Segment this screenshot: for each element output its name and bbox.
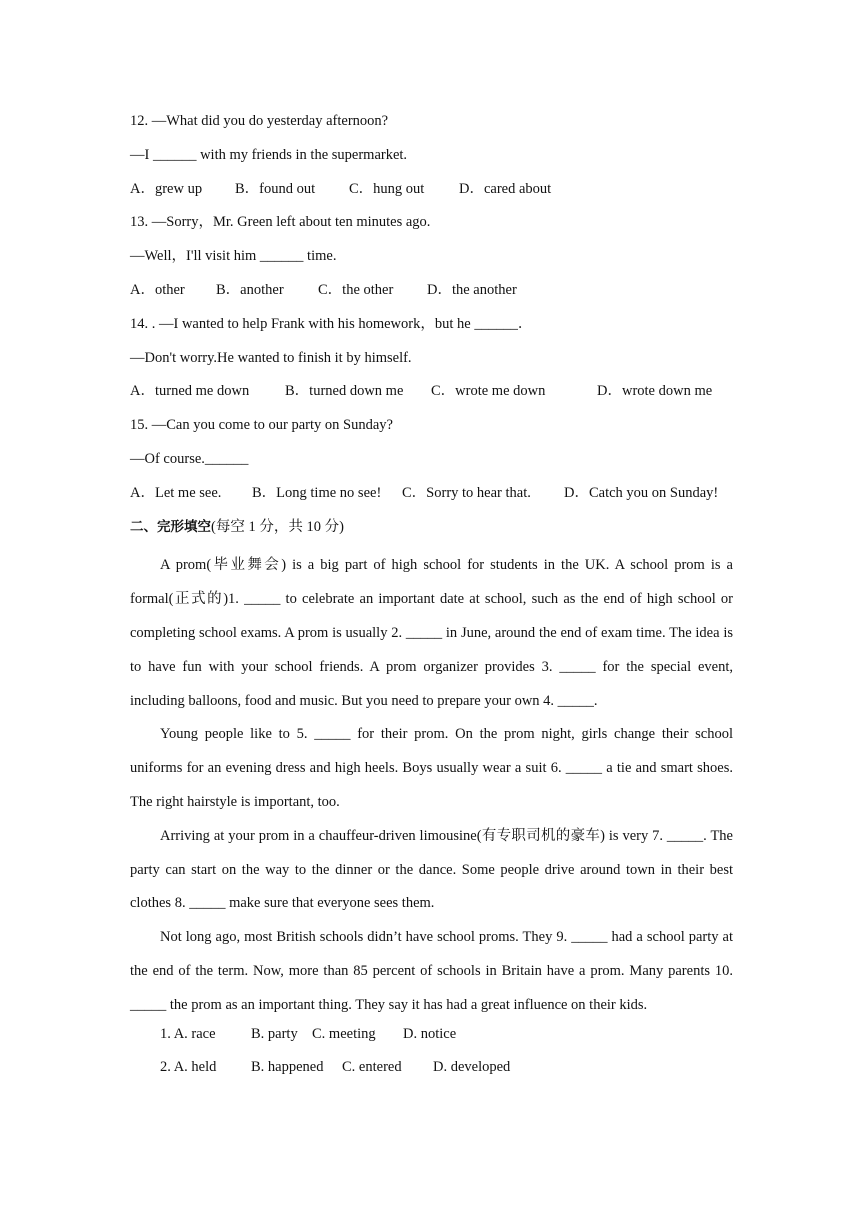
passage-paragraph-3: Arriving at your prom in a chauffeur-driven limousine(有专职司机的豪车) is very 7. _____. The party can start on the way to the dinner or the dance. Some people drive around town in their best clothes 8. _____ make sure that everyone sees them.	[130, 827, 733, 912]
choice-a: 1. A. race	[160, 1025, 216, 1042]
option-a: A．Let me see.	[130, 484, 222, 501]
choice-c: C. entered	[342, 1059, 402, 1076]
options-12	[130, 178, 733, 212]
passage-paragraph-1: A prom(毕业舞会) is a big part of high school for students in the UK. A school prom is a formal(正式的)1. _____ to celebrate an important date at school, such as the end of high school or completing school exams. A prom is usually 2. _____ in June, around the end of exam time. The idea is to have fun with your school friends. A prom organizer provides 3. _____ for the special event, including balloons, food and music. But you need to prepare your own 4. _____.	[130, 557, 733, 709]
section-title: 二、完形填空	[130, 518, 211, 535]
option-d: D．wrote down me	[597, 383, 713, 400]
option-c: C．hung out	[349, 180, 425, 197]
option-b: B．turned down me	[285, 383, 404, 400]
choice-b: B. party	[251, 1025, 298, 1042]
choice-a: 2. A. held	[160, 1059, 217, 1076]
answer-line-13: —Well，I'll visit him ______ time.	[130, 248, 337, 265]
answer-line-14: —Don't worry.He wanted to finish it by himself.	[130, 349, 412, 366]
choice-b: B. happened	[251, 1059, 324, 1076]
option-d: D．the another	[427, 281, 517, 298]
section-heading	[130, 516, 733, 550]
option-b: B．found out	[235, 180, 316, 197]
document-page	[130, 110, 733, 1090]
option-c: C．wrote me down	[431, 383, 546, 400]
option-c: C．Sorry to hear that.	[402, 484, 531, 501]
option-a: A．grew up	[130, 180, 203, 197]
option-c: C．the other	[318, 281, 394, 298]
option-a: A．turned me down	[130, 383, 250, 400]
answer-line-12: —I ______ with my friends in the supermarket.	[130, 146, 408, 163]
options-14	[130, 380, 733, 414]
section-subtitle: (每空 1 分，共 10 分)	[211, 518, 344, 535]
question-13: 13. —Sorry，Mr. Green left about ten minutes ago.	[130, 214, 431, 231]
passage-paragraph-2: Young people like to 5. _____ for their prom. On the prom night, girls change their school uniforms for an evening dress and high heels. Boys usually wear a suit 6. _____ a tie and smart shoes. The right hairstyle is important, too.	[130, 726, 733, 810]
option-a: A．other	[130, 281, 185, 298]
answer-line-15: —Of course.______	[130, 450, 249, 467]
option-d: D．cared about	[459, 180, 552, 197]
option-d: D．Catch you on Sunday!	[564, 484, 719, 501]
choice-row-1	[130, 1023, 733, 1057]
choice-d: D. developed	[433, 1059, 511, 1076]
passage-paragraph-4: Not long ago, most British schools didn’t have school proms. They 9. _____ had a school party at the end of the term. Now, more than 85 percent of schools in Britain have a prom. Many parents 10. _____ the prom as an important thing. They say it has had a great influence on their kids.	[130, 929, 733, 1013]
choice-c: C. meeting	[312, 1025, 376, 1042]
option-b: B．Long time no see!	[252, 484, 382, 501]
choice-row-2	[130, 1056, 733, 1090]
question-12: 12. —What did you do yesterday afternoon?	[130, 113, 389, 129]
option-b: B．another	[216, 281, 284, 298]
choice-d: D. notice	[403, 1025, 457, 1042]
question-15: 15. —Can you come to our party on Sunday?	[130, 417, 393, 434]
options-15	[130, 482, 733, 516]
options-13	[130, 279, 733, 313]
question-14: 14. . —I wanted to help Frank with his homework，but he ______．	[130, 315, 533, 332]
